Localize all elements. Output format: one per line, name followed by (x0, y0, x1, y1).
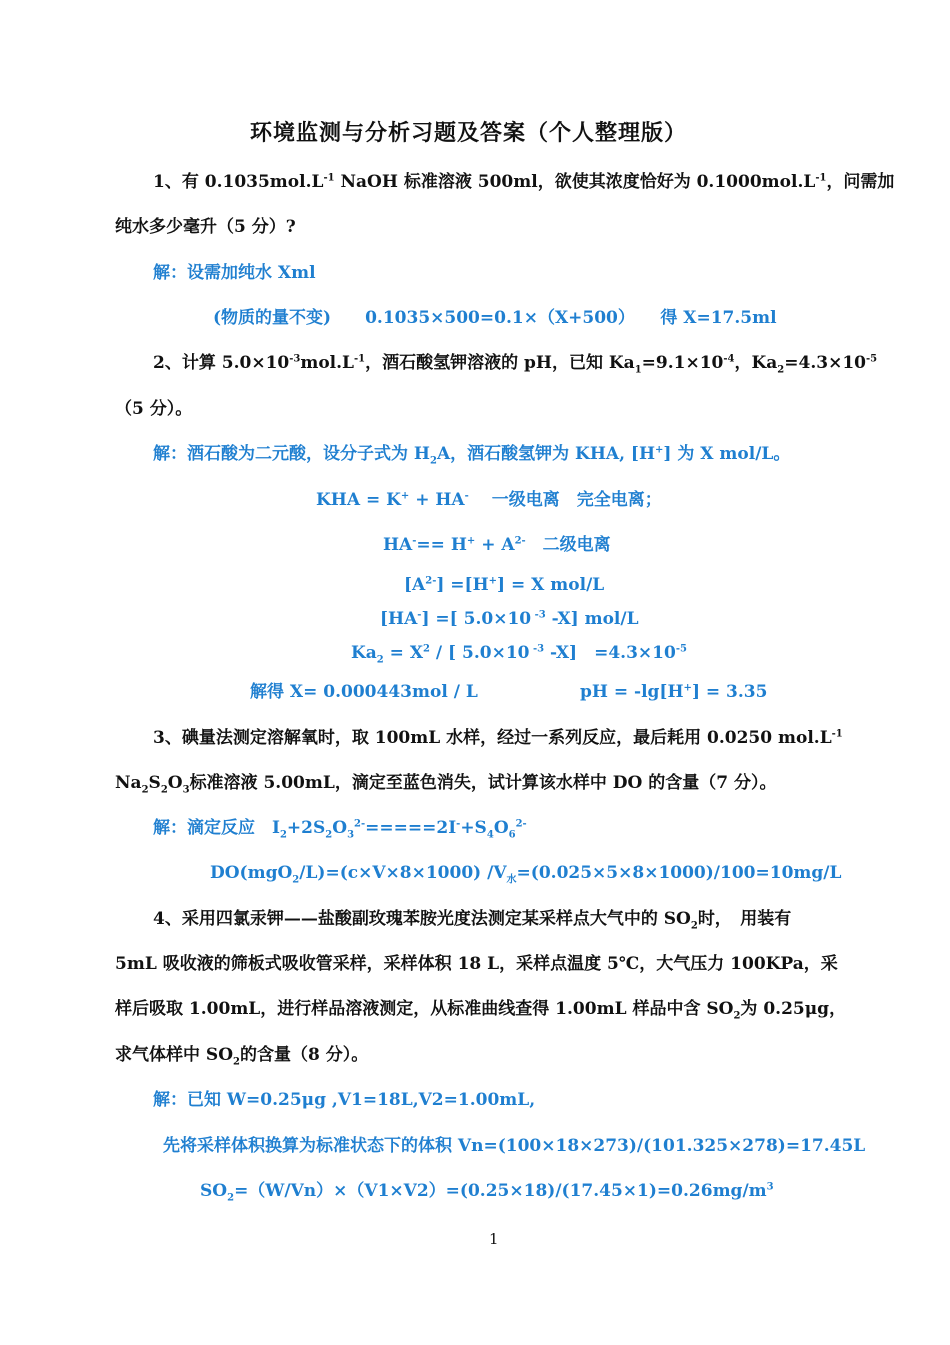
question-4-line-4: 求气体样中 $SO_2$的含量（8 分）。 (115, 1045, 369, 1068)
question-4-line-1: 4、采用四氯汞钾——盐酸副玫瑰苯胺光度法测定某采样点大气中的 $SO_2$时， 用装有 (153, 909, 792, 932)
answer-3-do-formula: DO(mgO$_2$/L)=(c×V×8×1000) $/V_水=(0.025\times 5\times 8\times 1000)/100=10mg/L$ (210, 863, 842, 886)
answer-1-line-1: 解：设需加纯水 Xml (153, 263, 316, 283)
question-2-line-1: 2、计算 $5.0\times 10^{-3}mol.L^{-1}$，酒石酸氢钾溶液的 pH，已知 $Ka_1=9.1\times 10^{-4}$，$Ka_2=4.3\times 10^{-5}$ (153, 353, 878, 376)
question-4-line-2: 5mL 吸收液的筛板式吸收管采样，采样体积 18 L，采样点温度 5℃，大气压力 100KPa，采 (115, 954, 838, 974)
page-number: 1 (489, 1230, 499, 1248)
answer-1-line-2: (物质的量不变) 0.1035×500=0.1×（X+500） 得 X=17.5ml (213, 308, 777, 328)
answer-2-line-1: 解：酒石酸为二元酸，设分子式为 $H_2A$，酒石酸氢钾为 KHA, [H+] 为 X mol/L。 (153, 444, 791, 467)
page-title: 环境监测与分析习题及答案（个人整理版） (250, 120, 688, 146)
answer-4-standard-volume: 先将采样体积换算为标准状态下的体积 Vn=(100×18×273)/(101.325×278)=17.45L (163, 1136, 866, 1156)
question-3-line-2: $Na_2S_2O_3$标准溶液 5.00mL，滴定至蓝色消失，试计算该水样中 DO 的含量（7 分）。 (115, 773, 777, 796)
equation-concentration-ha: [HA-] =[ 5.0×10 $^{-3}$ -X] mol/L (380, 609, 639, 629)
question-4-line-3: 样后吸取 1.00mL，进行样品溶液测定，从标准曲线查得 1.00mL 样品中含 $SO_2$为 0.25μg， (115, 999, 847, 1022)
question-2-line-2: （5 分）。 (115, 399, 193, 419)
question-1-line-1: 1、有 $0.1035mol.L^{-1}$ NaOH 标准溶液 500ml，欲使其浓度恰好为 $0.1000mol.L^{-1}$，问需加 (153, 172, 895, 192)
question-3-line-1: 3、碘量法测定溶解氧时，取 100mL 水样，经过一系列反应，最后耗用 0.0250 $mol.L^{-1}$ (153, 728, 843, 748)
result-x: 解得 X= 0.000443mol / L (250, 682, 478, 702)
equation-first-ionization: KHA = K+ + HA- 一级电离 完全电离； (316, 490, 662, 510)
answer-3-reaction: 解：滴定反应 $I_2+2S_2O_3^{2-}=====2I^-+S_4O_6^{2-}$ (153, 818, 527, 841)
answer-4-given: 解：已知 W=0.25μg ,V1=18L,V2=1.00mL, (153, 1090, 536, 1110)
result-ph: pH = -lg[H+] = 3.35 (580, 682, 768, 702)
answer-4-so2-content: $SO_2=(W/Vn)\times(V1\times V2)=(0.25\times 18)/(17.45\times 1)=0.26mg/m^3$ (200, 1181, 774, 1204)
equation-ka2: $Ka_2 = X^2$ / [ 5.0×10 $^{-3}$ -X] $=4.3\times 10^{-5}$ (351, 643, 687, 666)
equation-concentration-a: $[A^{2-}] =[H^+] = X$ mol/L (404, 575, 605, 595)
question-1-line-2: 纯水多少毫升（5 分）? (115, 217, 296, 237)
equation-second-ionization: $HA^-== H^+ + A^{2-}$ 二级电离 (383, 535, 611, 555)
